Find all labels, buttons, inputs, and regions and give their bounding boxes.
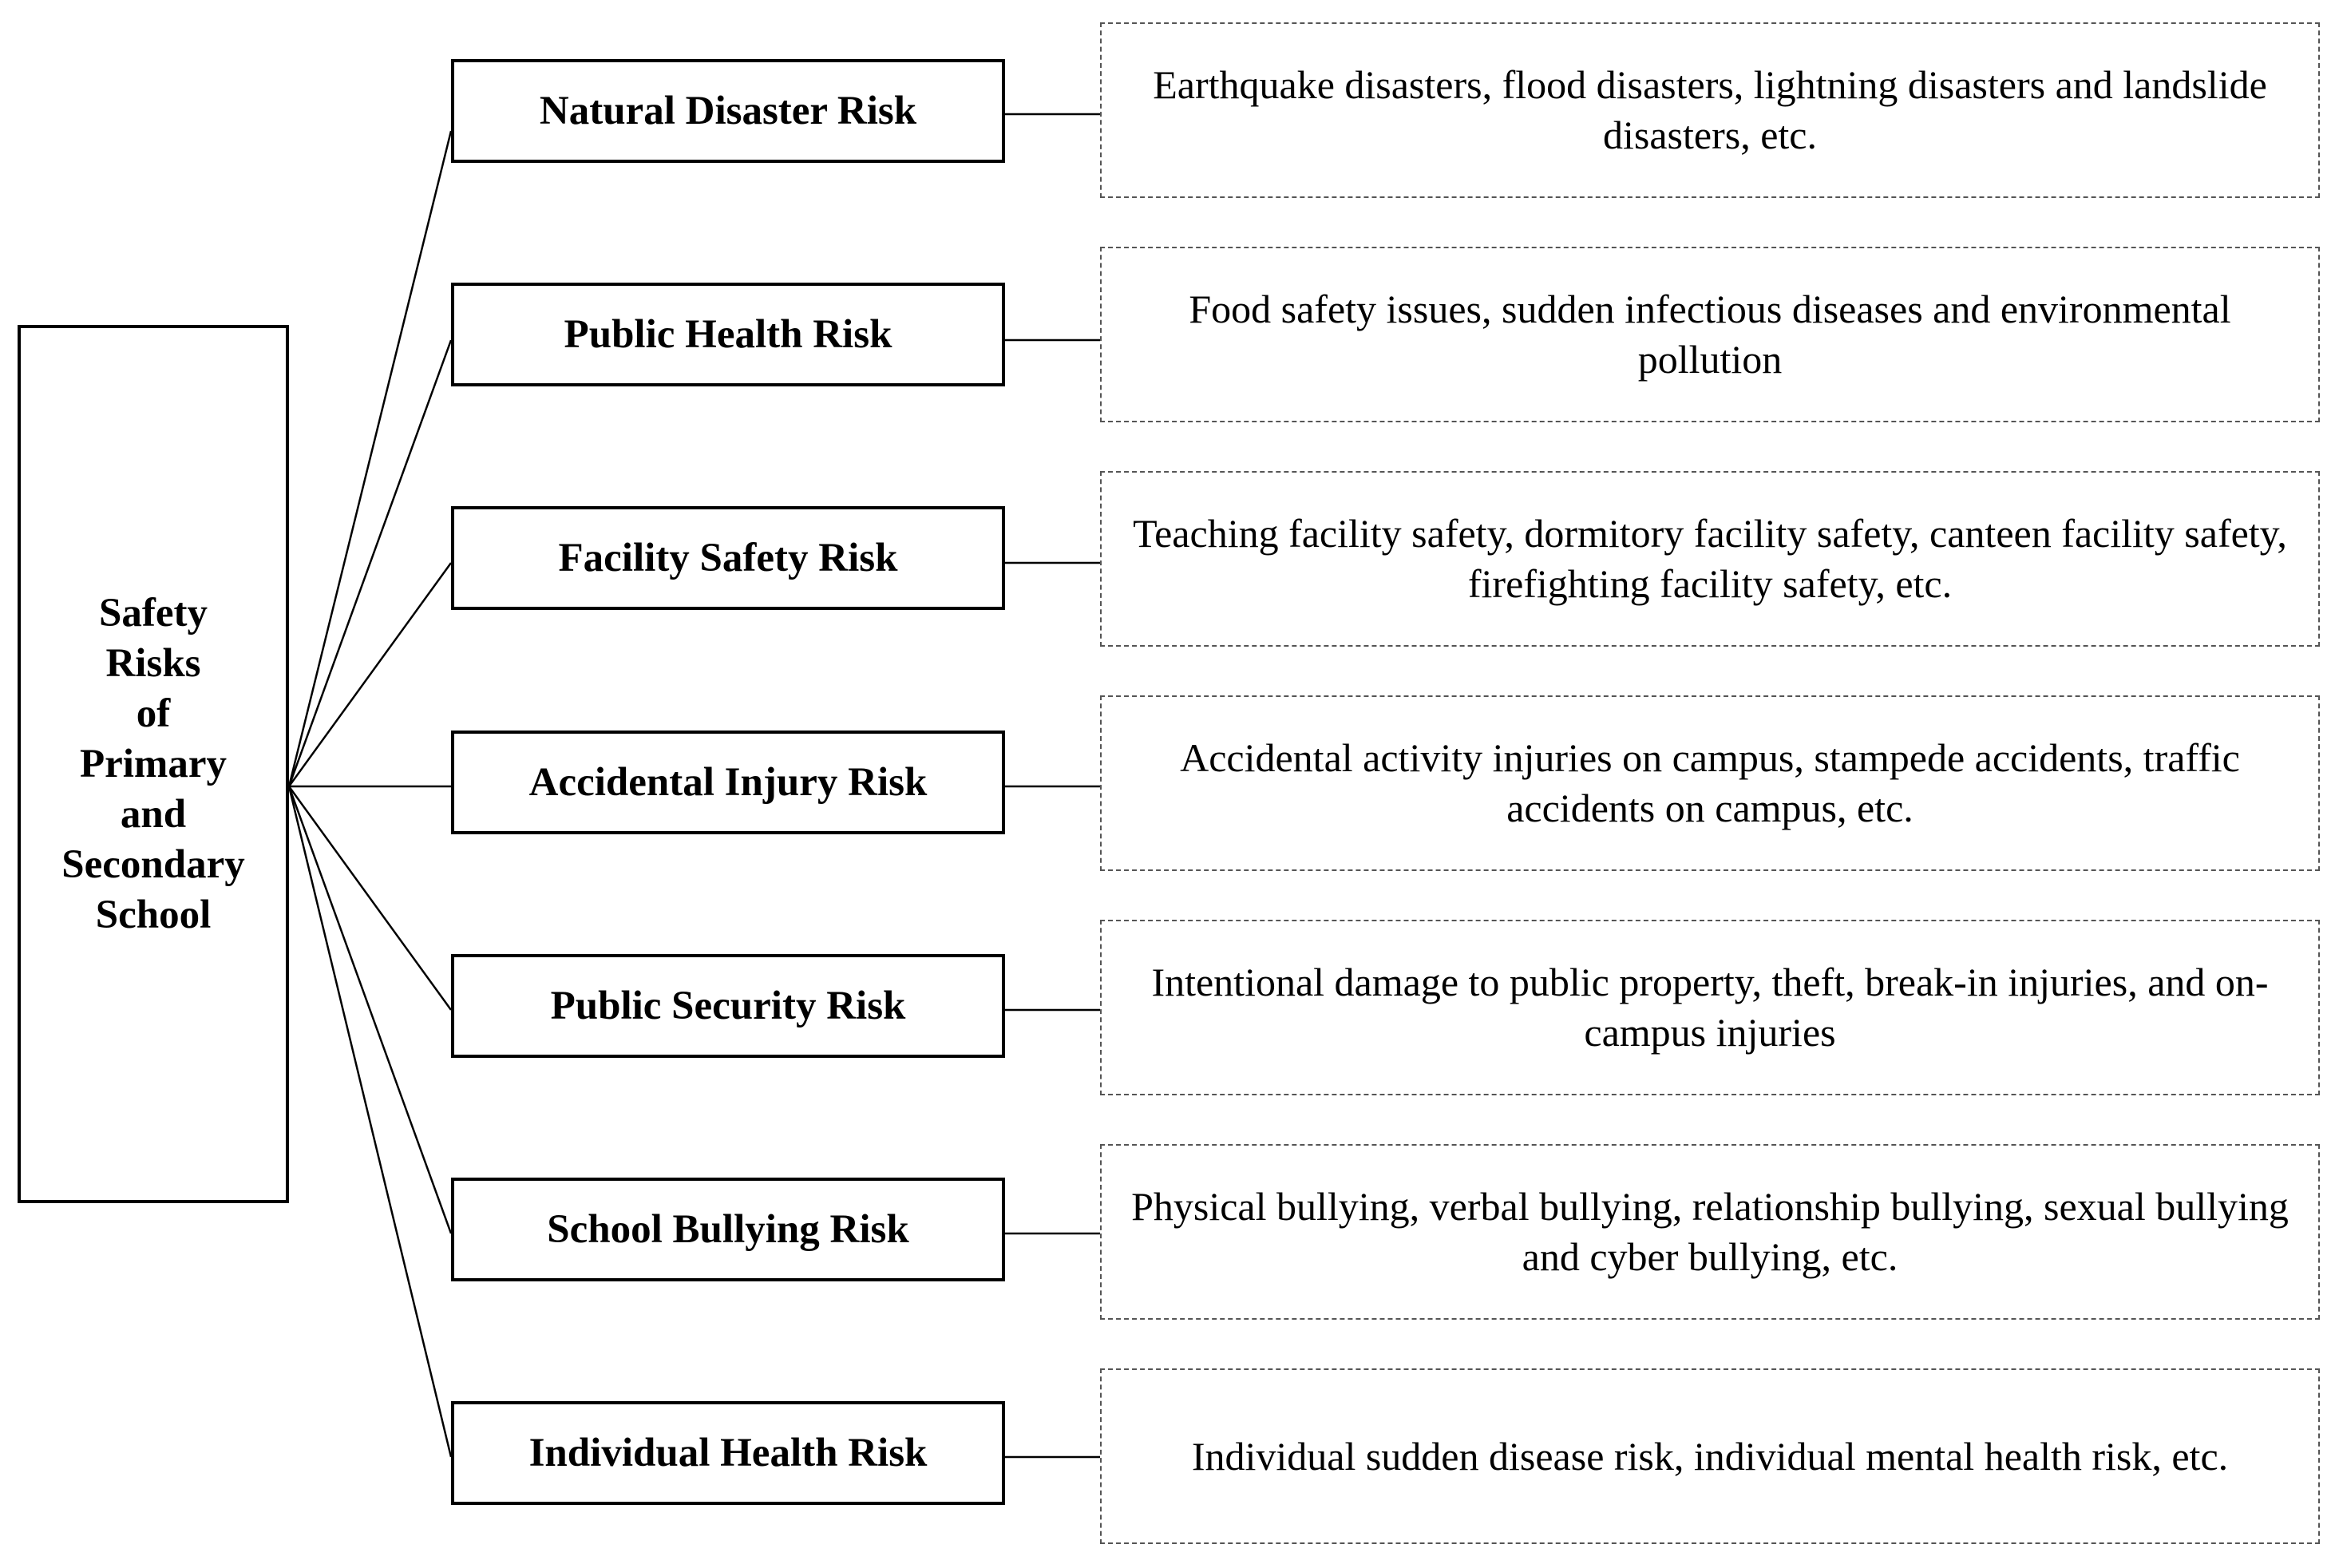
branch-line-5 — [289, 786, 451, 1010]
category-label: Facility Safety Risk — [558, 536, 898, 580]
root-label: Safety Risks of Primary and Secondary School — [61, 590, 245, 937]
branch-line-7 — [289, 786, 451, 1457]
category-facility-safety-risk — [451, 506, 1005, 610]
category-label: Individual Health Risk — [528, 1431, 928, 1475]
category-public-security-risk — [451, 954, 1005, 1058]
root-node — [18, 325, 289, 1203]
branch-line-1 — [289, 131, 451, 786]
category-label: Natural Disaster Risk — [539, 89, 917, 133]
category-public-health-risk — [451, 283, 1005, 386]
description-public-security-risk — [1100, 920, 2320, 1095]
category-label: Public Health Risk — [564, 312, 892, 357]
branch-line-3 — [289, 563, 451, 786]
category-natural-disaster-risk — [451, 59, 1005, 163]
description-natural-disaster-risk — [1100, 22, 2320, 198]
category-label: School Bullying Risk — [547, 1207, 909, 1252]
description-school-bullying-risk — [1100, 1144, 2320, 1320]
description-text: Individual sudden disease risk, individual mental health risk, etc. — [1191, 1433, 2229, 1479]
description-public-health-risk — [1100, 247, 2320, 422]
category-label: Accidental Injury Risk — [528, 760, 928, 805]
description-text: Intentional damage to public property, theft, break-in injuries, and on-campus injuries — [1151, 960, 2269, 1055]
description-text: Teaching facility safety, dormitory facility safety, canteen facility safety, firefighting facility safety, etc. — [1133, 511, 2287, 606]
description-individual-health-risk — [1100, 1368, 2320, 1544]
description-text: Food safety issues, sudden infectious diseases and environmental pollution — [1189, 287, 2231, 382]
category-accidental-injury-risk — [451, 731, 1005, 834]
category-individual-health-risk — [451, 1401, 1005, 1505]
category-label: Public Security Risk — [550, 984, 906, 1028]
description-accidental-injury-risk — [1100, 695, 2320, 871]
description-text: Earthquake disasters, flood disasters, lightning disasters and landslide disasters, etc. — [1153, 62, 2267, 157]
category-school-bullying-risk — [451, 1178, 1005, 1281]
description-facility-safety-risk — [1100, 471, 2320, 647]
branch-line-2 — [289, 340, 451, 786]
description-text: Accidental activity injuries on campus, stampede accidents, traffic accidents on campus, etc. — [1180, 735, 2240, 830]
branch-line-6 — [289, 786, 451, 1233]
description-text: Physical bullying, verbal bullying, relationship bullying, sexual bullying and cyber bullying, etc. — [1131, 1184, 2289, 1279]
